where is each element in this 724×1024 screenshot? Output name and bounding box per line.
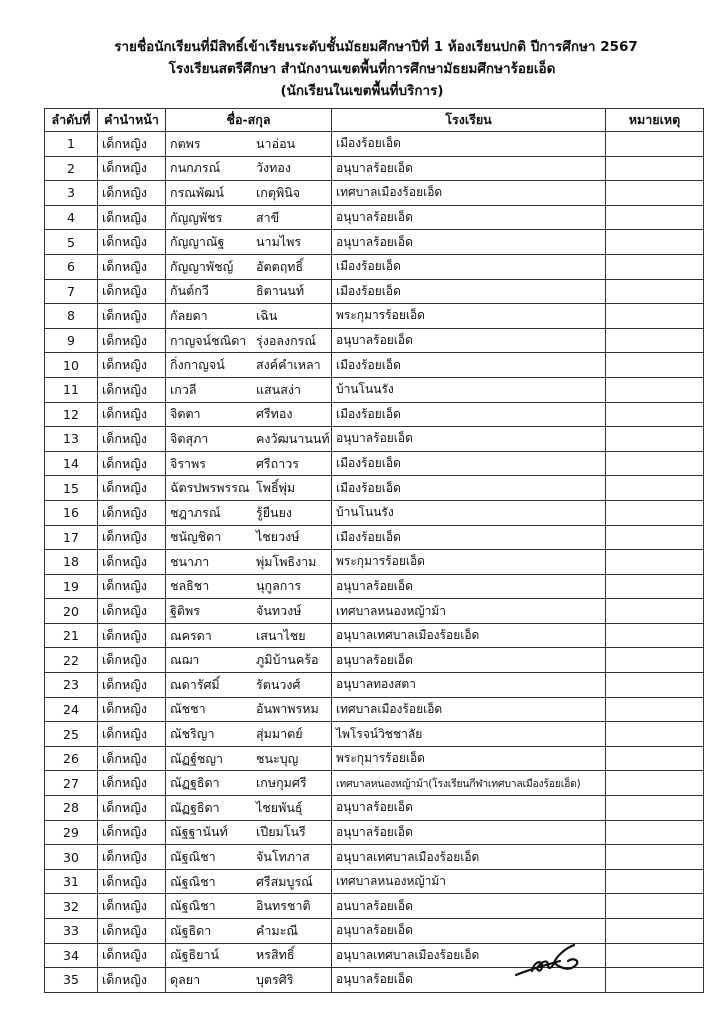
row-last-name: บุตรศิริ [256, 971, 294, 987]
row-last-name: เปียมโนรี [256, 824, 306, 840]
row-first-name: กิ่งกาญจน์ [170, 357, 225, 373]
row-note [606, 968, 704, 993]
row-first-name: ณัฐฐานันท์ [170, 824, 228, 840]
row-school: อนุบาลเทศบาลเมืองร้อยเอ็ด [332, 623, 606, 648]
row-last-name: เฉิน [256, 307, 278, 323]
row-note [606, 279, 704, 304]
row-prefix: เด็กหญิง [98, 476, 166, 501]
row-prefix: เด็กหญิง [98, 230, 166, 255]
row-prefix: เด็กหญิง [98, 427, 166, 452]
row-last-name: เสนาไชย [256, 627, 306, 643]
row-first-name: กัลยดา [170, 307, 208, 323]
row-full-name [166, 796, 332, 821]
row-number: 27 [45, 771, 98, 796]
row-full-name [166, 476, 332, 501]
row-first-name: ณัฐณิชา [170, 873, 216, 889]
row-first-name: ชนาภา [170, 553, 210, 569]
row-number: 23 [45, 673, 98, 698]
table-row [45, 820, 704, 845]
row-school: อนุบาลร้อยเอ็ด [332, 205, 606, 230]
row-prefix: เด็กหญิง [98, 500, 166, 525]
row-last-name: สาขี [256, 209, 280, 225]
row-number: 12 [45, 402, 98, 427]
row-number: 2 [45, 156, 98, 181]
row-number: 11 [45, 377, 98, 402]
row-first-name: กนกภรณ์ [170, 160, 221, 176]
row-prefix: เด็กหญิง [98, 304, 166, 329]
row-last-name: ไชยพันธุ์ [256, 799, 303, 815]
row-last-name: ศรีทอง [256, 406, 293, 422]
row-prefix: เด็กหญิง [98, 722, 166, 747]
row-last-name: ชนะบุญ [256, 750, 299, 766]
row-number: 31 [45, 869, 98, 894]
row-prefix: เด็กหญิง [98, 919, 166, 944]
row-number: 6 [45, 254, 98, 279]
signature-mark [512, 935, 592, 985]
row-note [606, 796, 704, 821]
row-number: 14 [45, 451, 98, 476]
row-last-name: คำมะณี [256, 922, 298, 938]
row-note [606, 254, 704, 279]
row-first-name: ณัฏฐธิดา [170, 775, 220, 791]
table-row [45, 574, 704, 599]
row-school: บ้านโนนรัง [332, 377, 606, 402]
row-number: 3 [45, 181, 98, 206]
row-number: 15 [45, 476, 98, 501]
row-prefix: เด็กหญิง [98, 599, 166, 624]
row-note [606, 230, 704, 255]
row-first-name: ชนัญชิดา [170, 529, 222, 545]
row-last-name: นุกูลการ [256, 578, 302, 594]
row-last-name: อัตตฤทธิ์ [256, 258, 304, 274]
row-prefix: เด็กหญิง [98, 550, 166, 575]
row-school: อนุบาลเทศบาลเมืองร้อยเอ็ด [332, 845, 606, 870]
row-number: 21 [45, 623, 98, 648]
row-note [606, 525, 704, 550]
row-full-name [166, 279, 332, 304]
row-number: 24 [45, 697, 98, 722]
row-number: 25 [45, 722, 98, 747]
row-note [606, 402, 704, 427]
table-row [45, 279, 704, 304]
row-full-name [166, 205, 332, 230]
row-first-name: ณัฐณิชา [170, 898, 216, 914]
student-table [44, 108, 704, 993]
table-row [45, 476, 704, 501]
table-row [45, 697, 704, 722]
row-note [606, 328, 704, 353]
row-note [606, 500, 704, 525]
row-note [606, 476, 704, 501]
table-row [45, 230, 704, 255]
row-prefix: เด็กหญิง [98, 254, 166, 279]
row-prefix: เด็กหญิง [98, 451, 166, 476]
row-school: อนุบาลเทศบาลเมืองร้อยเอ็ด [332, 943, 606, 968]
row-prefix: เด็กหญิง [98, 132, 166, 157]
table-row [45, 427, 704, 452]
row-note [606, 550, 704, 575]
row-number: 5 [45, 230, 98, 255]
row-last-name: อันพาพรหม [256, 701, 319, 717]
row-last-name: แสนสง่า [256, 381, 301, 397]
header-row [45, 109, 704, 132]
row-full-name [166, 181, 332, 206]
table-row [45, 550, 704, 575]
table-row [45, 648, 704, 673]
row-school: อนุบาลร้อยเอ็ด [332, 328, 606, 353]
row-school: พระกุมารร้อยเอ็ด [332, 304, 606, 329]
row-school: เทศบาลหนองหญ้าม้า [332, 869, 606, 894]
row-last-name: วังทอง [256, 160, 291, 176]
row-full-name [166, 599, 332, 624]
row-full-name [166, 353, 332, 378]
row-number: 32 [45, 894, 98, 919]
row-full-name [166, 771, 332, 796]
school-name: โรงเรียนสตรีศึกษา สำนักงานเขตพื้นที่การศึกษามัธยมศึกษาร้อยเอ็ด [168, 61, 556, 77]
row-last-name: พุ่มโพธิงาม [256, 553, 317, 569]
row-last-name: ศรีถาวร [256, 455, 299, 471]
table-row [45, 845, 704, 870]
table-row [45, 943, 704, 968]
row-note [606, 427, 704, 452]
table-row [45, 673, 704, 698]
row-last-name: ไชยวงษ์ [256, 529, 300, 545]
row-number: 26 [45, 746, 98, 771]
row-note [606, 673, 704, 698]
row-first-name: ชลธิชา [170, 578, 210, 594]
row-last-name: เกษกุมศรี [256, 775, 307, 791]
row-school: เมืองร้อยเอ็ด [332, 353, 606, 378]
row-number: 10 [45, 353, 98, 378]
row-prefix: เด็กหญิง [98, 156, 166, 181]
row-last-name: รัตนวงศ์ [256, 676, 301, 692]
table-row [45, 254, 704, 279]
row-full-name [166, 525, 332, 550]
row-full-name [166, 230, 332, 255]
row-first-name: จิราพร [170, 455, 207, 471]
row-number: 8 [45, 304, 98, 329]
row-last-name: อินทรชาติ [256, 898, 311, 914]
row-first-name: ณัฏฐ์ชญา [170, 750, 224, 766]
table-row [45, 304, 704, 329]
row-school: เมืองร้อยเอ็ด [332, 254, 606, 279]
table-row [45, 919, 704, 944]
row-first-name: ณัฏฐธิดา [170, 799, 220, 815]
row-prefix: เด็กหญิง [98, 525, 166, 550]
row-last-name: สุ่มมาตย์ [256, 726, 303, 742]
row-full-name [166, 919, 332, 944]
row-last-name: ศรีสมบูรณ์ [256, 873, 313, 889]
row-full-name [166, 254, 332, 279]
row-full-name [166, 132, 332, 157]
row-full-name [166, 402, 332, 427]
table-row [45, 205, 704, 230]
row-full-name [166, 648, 332, 673]
row-full-name [166, 500, 332, 525]
row-full-name [166, 156, 332, 181]
row-first-name: กันต์กวี [170, 283, 209, 299]
row-note [606, 599, 704, 624]
row-last-name: รุ่งอลงกรณ์ [256, 332, 316, 348]
row-note [606, 181, 704, 206]
row-note [606, 574, 704, 599]
row-full-name [166, 894, 332, 919]
document-header [0, 36, 724, 102]
row-school: อนบาลร้อยเอ็ด [332, 894, 606, 919]
row-first-name: กตพร [170, 135, 201, 151]
table-row [45, 796, 704, 821]
row-full-name [166, 304, 332, 329]
row-note [606, 746, 704, 771]
row-number: 28 [45, 796, 98, 821]
row-prefix: เด็กหญิง [98, 746, 166, 771]
row-school: พระกุมารร้อยเอ็ด [332, 746, 606, 771]
row-school: เทศบาลหนองหญ้าม้า(โรงเรียนกีฬาเทศบาลเมืองร้อยเอ็ด) [332, 771, 606, 796]
table-row [45, 746, 704, 771]
row-prefix: เด็กหญิง [98, 968, 166, 993]
row-number: 22 [45, 648, 98, 673]
row-school: อนุบาลร้อยเอ็ด [332, 156, 606, 181]
row-prefix: เด็กหญิง [98, 328, 166, 353]
row-last-name: โพธิ์พุ่ม [256, 480, 296, 496]
row-number: 34 [45, 943, 98, 968]
row-first-name: ณครดา [170, 627, 212, 643]
row-number: 33 [45, 919, 98, 944]
table-row [45, 968, 704, 993]
row-school: อนุบาลร้อยเอ็ด [332, 796, 606, 821]
row-note [606, 697, 704, 722]
row-school: อนุบาลทองสตา [332, 673, 606, 698]
list-subtitle: (นักเรียนในเขตพื้นที่บริการ) [280, 83, 444, 99]
row-note [606, 943, 704, 968]
row-school: อนุบาลร้อยเอ็ด [332, 968, 606, 993]
row-full-name [166, 968, 332, 993]
row-note [606, 919, 704, 944]
row-first-name: จิตสุภา [170, 430, 209, 446]
row-full-name [166, 427, 332, 452]
row-full-name [166, 746, 332, 771]
row-first-name: ดุลยา [170, 971, 201, 987]
row-school: เมืองร้อยเอ็ด [332, 525, 606, 550]
row-last-name: ธิตานนท์ [256, 283, 305, 299]
row-full-name [166, 623, 332, 648]
row-number: 13 [45, 427, 98, 452]
row-last-name: นามไพร [256, 234, 302, 250]
row-first-name: กาญจน์ชณิดา [170, 332, 247, 348]
row-last-name: รู้ยืนยง [256, 504, 293, 520]
table-row [45, 869, 704, 894]
row-number: 7 [45, 279, 98, 304]
row-prefix: เด็กหญิง [98, 820, 166, 845]
table-row [45, 156, 704, 181]
row-first-name: ณัฐธิดา [170, 922, 212, 938]
table-row [45, 894, 704, 919]
row-first-name: ณัชริญา [170, 726, 215, 742]
row-number: 35 [45, 968, 98, 993]
row-full-name [166, 697, 332, 722]
row-last-name: คงวัฒนานนท์ [256, 430, 330, 446]
table-row [45, 181, 704, 206]
row-first-name: ฐิติพร [170, 603, 200, 619]
row-full-name [166, 328, 332, 353]
row-first-name: จิตตา [170, 406, 201, 422]
row-note [606, 353, 704, 378]
row-last-name: จันโทภาส [256, 849, 310, 865]
column-header-number: ลำดับที่ [45, 109, 98, 132]
column-header-name: ชื่อ-สกุล [166, 109, 332, 132]
row-number: 16 [45, 500, 98, 525]
row-first-name: กัญญพัชร [170, 209, 223, 225]
row-last-name: ภูมิบ้านคร้อ [256, 652, 319, 668]
row-full-name [166, 820, 332, 845]
row-number: 17 [45, 525, 98, 550]
row-prefix: เด็กหญิง [98, 796, 166, 821]
row-school: เมืองร้อยเอ็ด [332, 476, 606, 501]
table-row [45, 451, 704, 476]
row-note [606, 205, 704, 230]
row-note [606, 156, 704, 181]
row-note [606, 820, 704, 845]
row-last-name: สงค์คำเหลา [256, 357, 321, 373]
row-school: เทศบาลเมืองร้อยเอ็ด [332, 697, 606, 722]
row-prefix: เด็กหญิง [98, 181, 166, 206]
table-body [45, 132, 704, 993]
row-prefix: เด็กหญิง [98, 771, 166, 796]
row-number: 29 [45, 820, 98, 845]
row-note [606, 845, 704, 870]
table-row [45, 132, 704, 157]
row-school: บ้านโนนรัง [332, 500, 606, 525]
row-note [606, 377, 704, 402]
row-first-name: ณัฐณิชา [170, 849, 216, 865]
row-prefix: เด็กหญิง [98, 279, 166, 304]
row-number: 19 [45, 574, 98, 599]
table-row [45, 328, 704, 353]
row-first-name: ฉัตรปพรพรรณ [170, 480, 250, 496]
row-full-name [166, 673, 332, 698]
table-row [45, 722, 704, 747]
row-note [606, 722, 704, 747]
row-prefix: เด็กหญิง [98, 623, 166, 648]
row-school: เมืองร้อยเอ็ด [332, 132, 606, 157]
row-prefix: เด็กหญิง [98, 353, 166, 378]
row-full-name [166, 574, 332, 599]
row-note [606, 648, 704, 673]
column-header-prefix: คำนำหน้า [98, 109, 166, 132]
table-header [45, 109, 704, 132]
row-prefix: เด็กหญิง [98, 673, 166, 698]
row-prefix: เด็กหญิง [98, 943, 166, 968]
row-full-name [166, 722, 332, 747]
row-last-name: เกตุพินิจ [256, 184, 301, 200]
row-first-name: ณัชชา [170, 701, 206, 717]
row-prefix: เด็กหญิง [98, 697, 166, 722]
row-last-name: จันทวงษ์ [256, 603, 302, 619]
row-school: อนุบาลร้อยเอ็ด [332, 648, 606, 673]
row-full-name [166, 451, 332, 476]
row-prefix: เด็กหญิง [98, 845, 166, 870]
table-row [45, 377, 704, 402]
row-school: อนุบาลร้อยเอ็ด [332, 427, 606, 452]
row-prefix: เด็กหญิง [98, 377, 166, 402]
row-school: อนุบาลร้อยเอ็ด [332, 574, 606, 599]
column-header-school: โรงเรียน [332, 109, 606, 132]
table-row [45, 402, 704, 427]
row-full-name [166, 943, 332, 968]
row-school: อนุบาลร้อยเอ็ด [332, 919, 606, 944]
row-prefix: เด็กหญิง [98, 869, 166, 894]
row-full-name [166, 550, 332, 575]
document-title: รายชื่อนักเรียนที่มีสิทธิ์เข้าเรียนระดับชั้นมัธยมศึกษาปีที่ 1 ห้องเรียนปกติ ปีการศึกษา 2567 [114, 39, 638, 55]
row-prefix: เด็กหญิง [98, 894, 166, 919]
row-note [606, 132, 704, 157]
row-school: เทศบาลหนองหญ้าม้า [332, 599, 606, 624]
row-school: เมืองร้อยเอ็ด [332, 402, 606, 427]
row-prefix: เด็กหญิง [98, 574, 166, 599]
row-note [606, 771, 704, 796]
row-note [606, 869, 704, 894]
row-number: 9 [45, 328, 98, 353]
table-row [45, 353, 704, 378]
row-first-name: ชฎาภรณ์ [170, 504, 221, 520]
row-first-name: ณดารัศมิ์ [170, 676, 220, 692]
table-row [45, 623, 704, 648]
row-note [606, 451, 704, 476]
row-school: เทศบาลเมืองร้อยเอ็ด [332, 181, 606, 206]
row-prefix: เด็กหญิง [98, 402, 166, 427]
table-row [45, 525, 704, 550]
table-row [45, 599, 704, 624]
row-first-name: เกวลี [170, 381, 197, 397]
table-row [45, 500, 704, 525]
row-note [606, 623, 704, 648]
row-note [606, 894, 704, 919]
row-school: พระกุมารร้อยเอ็ด [332, 550, 606, 575]
row-first-name: กรณพัฒน์ [170, 184, 224, 200]
row-first-name: ณัฐธิยาน์ [170, 947, 220, 963]
row-full-name [166, 377, 332, 402]
row-prefix: เด็กหญิง [98, 205, 166, 230]
row-school: อนุบาลร้อยเอ็ด [332, 820, 606, 845]
row-note [606, 304, 704, 329]
row-school: เมืองร้อยเอ็ด [332, 451, 606, 476]
row-first-name: กัญญาพัชญ์ [170, 258, 234, 274]
row-school: เมืองร้อยเอ็ด [332, 279, 606, 304]
row-number: 30 [45, 845, 98, 870]
row-number: 20 [45, 599, 98, 624]
row-number: 4 [45, 205, 98, 230]
row-number: 18 [45, 550, 98, 575]
row-school: ไพโรจน์วิชชาลัย [332, 722, 606, 747]
row-number: 1 [45, 132, 98, 157]
row-last-name: หรสิทธิ์ [256, 947, 295, 963]
row-prefix: เด็กหญิง [98, 648, 166, 673]
column-header-note: หมายเหตุ [606, 109, 704, 132]
row-school: อนุบาลร้อยเอ็ด [332, 230, 606, 255]
row-first-name: ณฌา [170, 652, 200, 668]
row-full-name [166, 869, 332, 894]
row-first-name: กัญญาณัฐ [170, 234, 225, 250]
row-full-name [166, 845, 332, 870]
row-last-name: นาอ่อน [256, 135, 296, 151]
table-row [45, 771, 704, 796]
